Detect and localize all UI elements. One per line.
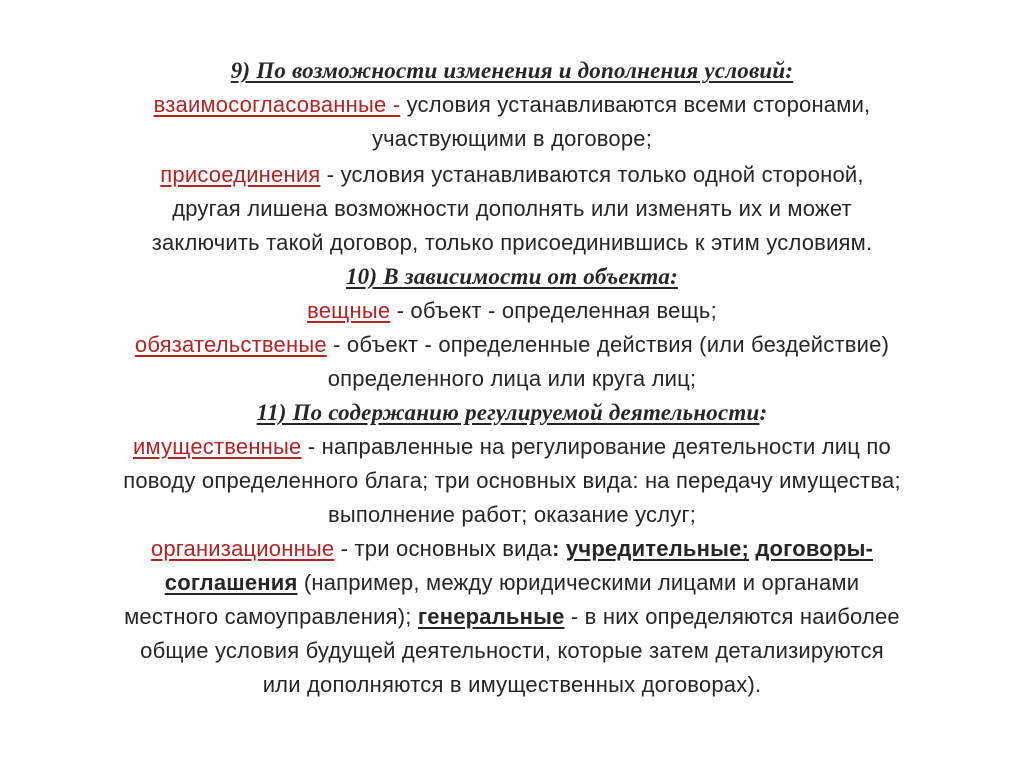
section-11-item-1	[0, 430, 1024, 464]
section-11-heading-text: 11) По содержанию регулируемой деятельности	[256, 400, 760, 425]
type-founding: учредительные;	[565, 536, 750, 561]
definition-text: - направленные на регулирование деятельности лиц по	[301, 434, 891, 459]
definition-line: общие условия будущей деятельности, которые затем детализируются	[140, 638, 884, 663]
definition-line	[0, 600, 1024, 634]
type-agreements: договоры-	[755, 536, 874, 561]
term-obligatory: обязательственые	[134, 332, 327, 357]
definition-line: заключить такой договор, только присоединившись к этим условиям.	[151, 230, 873, 255]
colon: :	[552, 536, 560, 561]
definition-text: - три основных вида	[334, 536, 553, 561]
section-9-item-2	[0, 158, 1024, 192]
definition-text: (например, между юридическими лицами и органами	[297, 570, 860, 595]
term-property: имущественные	[133, 434, 302, 459]
term-mutually-agreed: взаимосогласованные -	[153, 92, 401, 117]
definition-line: или дополняются в имущественных договорах).	[262, 672, 762, 697]
definition-line: поводу определенного блага; три основных вида: на передачу имущества;	[123, 468, 901, 493]
definition-text: местного самоуправления);	[124, 604, 418, 629]
definition-line	[0, 566, 1024, 600]
heading-colon: :	[759, 400, 768, 425]
section-11-heading	[0, 396, 1024, 430]
type-agreements-cont: соглашения	[164, 570, 298, 595]
definition-text: - условия устанавливаются только одной стороной,	[320, 162, 864, 187]
term-organizational: организационные	[150, 536, 335, 561]
section-9-heading: 9) По возможности изменения и дополнения условий:	[230, 58, 794, 83]
term-real: вещные	[307, 298, 391, 323]
definition-line: выполнение работ; оказание услуг;	[327, 502, 697, 527]
definition-text: - в них определяются наиболее	[564, 604, 900, 629]
definition-line: другая лишена возможности дополнять или изменять их и может	[172, 196, 852, 221]
section-10-heading: 10) В зависимости от объекта:	[345, 264, 678, 289]
section-9-item-1	[0, 88, 1024, 122]
section-11-item-2	[0, 532, 1024, 566]
definition-line: участвующими в договоре;	[371, 126, 653, 151]
definition-text: - объект - определенная вещь;	[390, 298, 717, 323]
definition-text: - объект - определенные действия (или бездействие)	[326, 332, 890, 357]
term-accession: присоединения	[160, 162, 321, 187]
type-general: генеральные	[417, 604, 565, 629]
definition-line: определенного лица или круга лиц;	[327, 366, 697, 391]
definition-text: условия устанавливаются всеми сторонами,	[400, 92, 871, 117]
section-10-item-1	[0, 294, 1024, 328]
section-10-item-2	[0, 328, 1024, 362]
